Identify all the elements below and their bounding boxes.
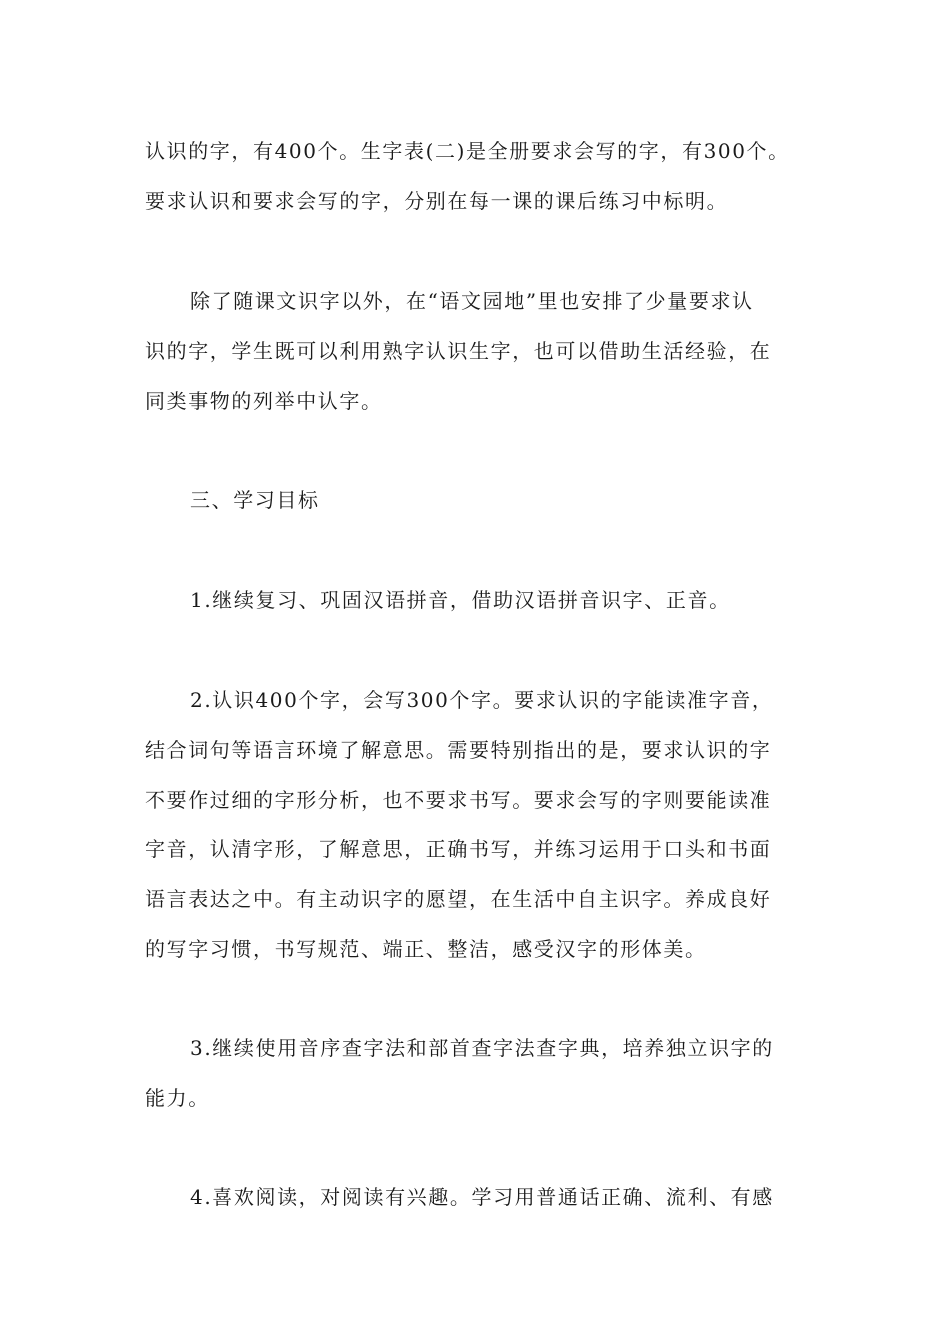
section-heading: 三、学习目标: [190, 488, 320, 512]
goal-3-line-1: 3.继续使用音序查字法和部首查字法查字典，培养独立识字的: [190, 1036, 774, 1060]
paragraph-2-line-3: 同类事物的列举中认字。: [145, 389, 383, 413]
goal-4-line-1: 4.喜欢阅读，对阅读有兴趣。学习用普通话正确、流利、有感: [190, 1185, 774, 1209]
goal-1-line-1: 1.继续复习、巩固汉语拼音，借助汉语拼音识字、正音。: [190, 588, 731, 612]
goal-2-line-1: 2.认识400个字，会写300个字。要求认识的字能读准字音，: [190, 688, 774, 712]
paragraph-2-line-1: 除了随课文识字以外，在“语文园地”里也安排了少量要求认: [190, 289, 754, 313]
goal-2-line-6: 的写字习惯，书写规范、端正、整洁，感受汉字的形体美。: [145, 937, 707, 961]
goal-2-line-2: 结合词句等语言环境了解意思。需要特别指出的是，要求认识的字: [145, 738, 772, 762]
goal-2-line-4: 字音，认清字形，了解意思，正确书写，并练习运用于口头和书面: [145, 837, 772, 861]
paragraph-1-line-1: 认识的字，有400个。生字表(二)是全册要求会写的字，有300个。: [145, 139, 790, 163]
paragraph-2-line-2: 识的字，学生既可以利用熟字认识生字，也可以借助生活经验，在: [145, 339, 772, 363]
paragraph-1-line-2: 要求认识和要求会写的字，分别在每一课的课后练习中标明。: [145, 189, 729, 213]
goal-2-line-3: 不要作过细的字形分析，也不要求书写。要求会写的字则要能读准: [145, 788, 772, 812]
goal-3-line-2: 能力。: [145, 1086, 210, 1110]
goal-2-line-5: 语言表达之中。有主动识字的愿望，在生活中自主识字。养成良好: [145, 887, 772, 911]
